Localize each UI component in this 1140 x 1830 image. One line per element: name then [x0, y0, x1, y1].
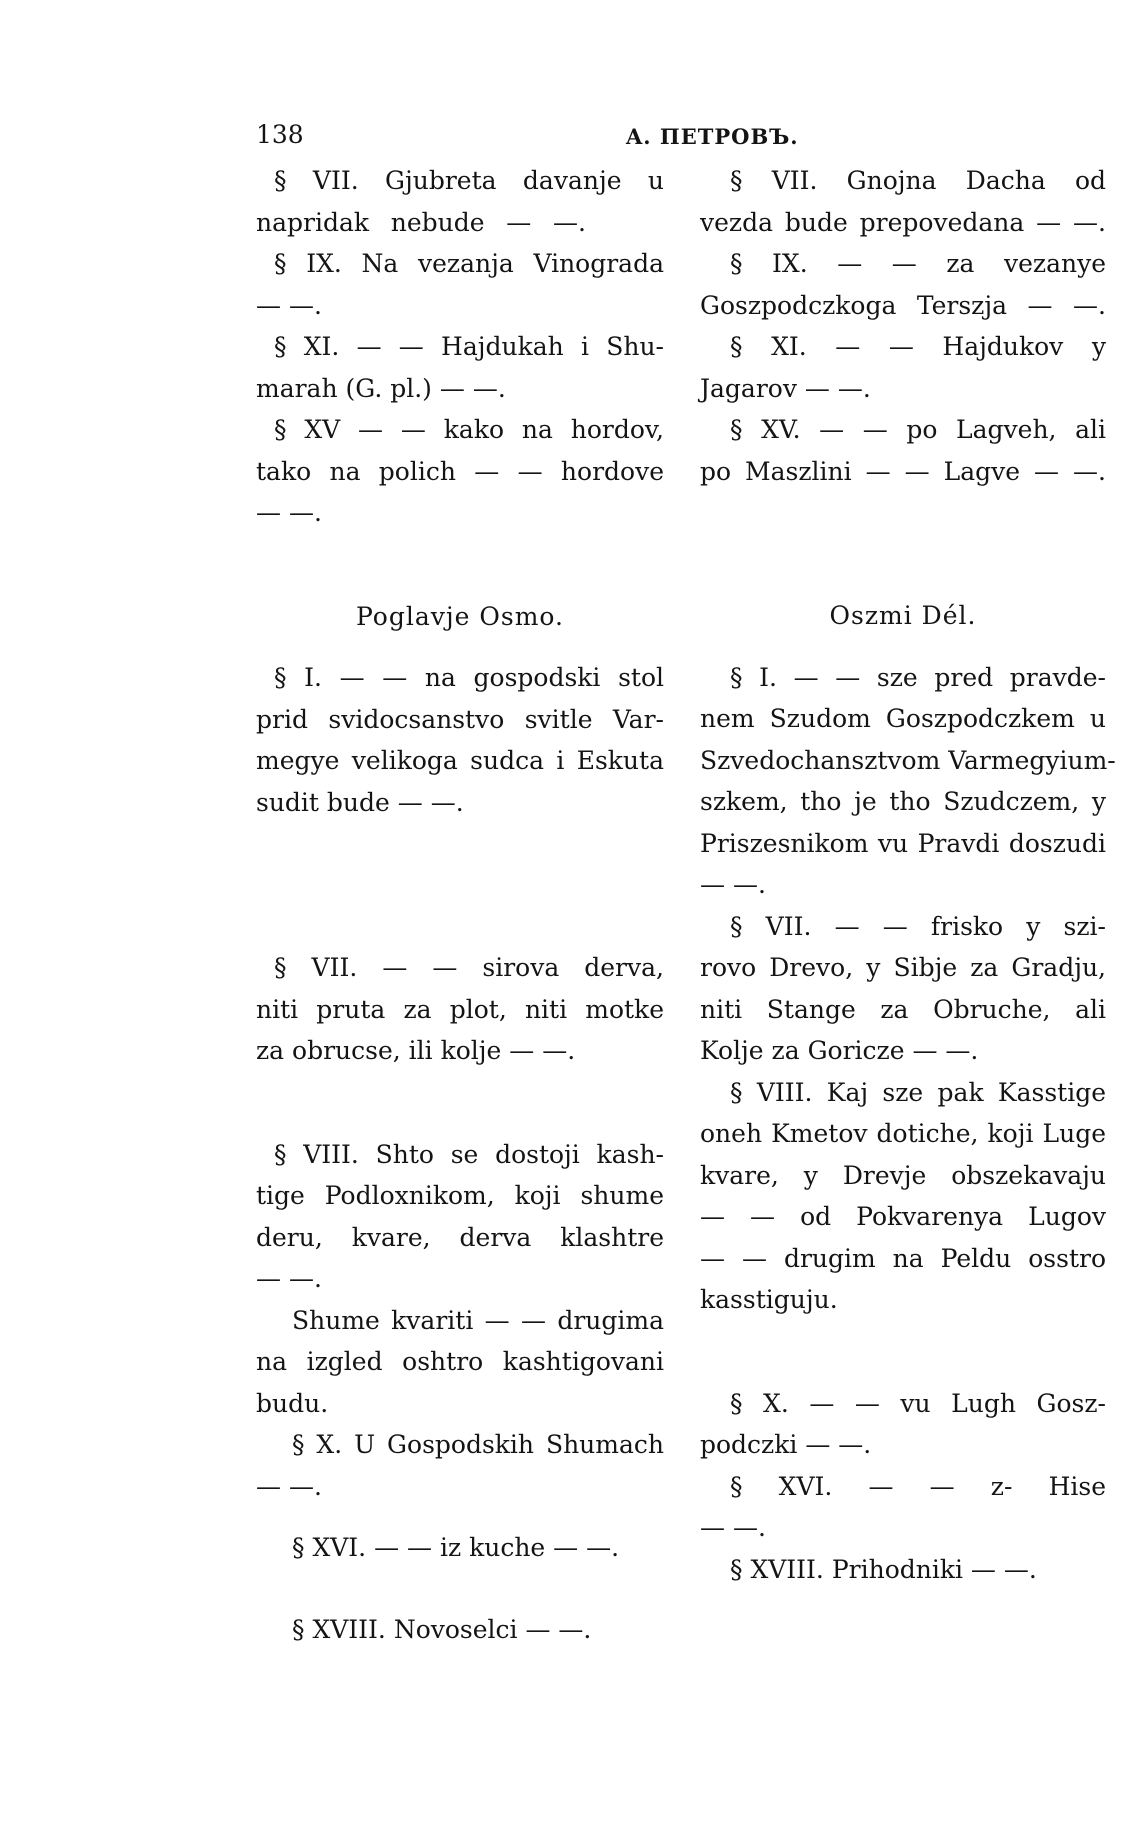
text-line: § IX. Na vezanja Vinograda — [274, 249, 664, 278]
text-line: budu. — [256, 1388, 329, 1418]
text-line: podczki — —. — [700, 1430, 872, 1459]
text-line: § X. — — vu Lugh Gosz- — [730, 1388, 1106, 1418]
text-line: § XV. — — po Lagveh, ali — [730, 415, 1106, 444]
text-line: prid svidocsanstvo svitle Var- — [256, 704, 664, 734]
text-line: marah (G. pl.) — —. — [256, 373, 506, 403]
right-block-4 — [700, 1072, 1106, 1321]
text-line: napridak nebude — —. — [256, 207, 586, 237]
left-block-3 — [256, 947, 664, 1072]
text-line: § VIII. Shto se dostoji kash- — [274, 1139, 664, 1169]
text-line: Priszesnikom vu Pravdi doszudi — [700, 828, 1106, 858]
text-line: § VII. — — frisko y szi- — [730, 911, 1106, 941]
text-line: kvare, y Drevje obszekavaju — [700, 1160, 1106, 1190]
text-line: — —. — [256, 498, 322, 527]
text-line: § XV — — kako na hordov, — [274, 415, 664, 444]
text-line: § VIII. Kaj sze pak Kasstige — [730, 1077, 1106, 1107]
running-head: A. ПЕТРОВЪ. — [626, 124, 799, 149]
text-line: szkem, tho je tho Szudczem, y — [700, 787, 1106, 816]
text-line: Shume kvariti — — drugima — [292, 1305, 664, 1335]
right-block-2 — [700, 657, 1116, 906]
text-line: § XVIII. Novoselci — —. — [292, 1614, 592, 1644]
right-block-3 — [700, 906, 1106, 1072]
text-line: rovo Drevo, y Sibje za Gradju, — [700, 953, 1106, 982]
text-line: § XI. — — Hajdukov y — [730, 332, 1106, 361]
page-number: 138 — [256, 120, 304, 149]
text-line: § XVI. — — iz kuche — —. — [292, 1533, 620, 1562]
text-line: § VII. Gjubreta davanje u — [274, 166, 664, 195]
text-line: § XI. — — Hajdukah i Shu- — [274, 332, 664, 361]
text-line: nem Szudom Goszpodczkem u — [700, 704, 1106, 733]
right-block-5 — [700, 1383, 1106, 1549]
text-line: Kolje za Goricze — —. — [700, 1036, 979, 1065]
text-line: — —. — [256, 290, 322, 320]
right-block-6 — [700, 1549, 1106, 1591]
text-line: — —. — [700, 870, 766, 899]
right-column — [700, 160, 1116, 1590]
text-line: § VII. — — sirova derva, — [274, 953, 664, 982]
text-line: § XVI. — — z- Hise — [730, 1471, 1106, 1501]
text-line: § X. U Gospodskih Shumach — [292, 1430, 664, 1459]
text-line: Szvedochansztvom Varmegyium- — [700, 745, 1116, 775]
text-line: tako na polich — — hordove — [256, 456, 664, 486]
left-block-1 — [256, 160, 664, 534]
left-block-5 — [256, 1527, 664, 1569]
page-header — [256, 120, 1116, 160]
text-line: kasstiguju. — [700, 1285, 838, 1314]
text-line: niti Stange za Obruche, ali — [700, 994, 1106, 1024]
text-line: — —. — [256, 1264, 322, 1293]
left-block-4 — [256, 1134, 664, 1508]
text-line: deru, kvare, derva klashtre — [256, 1222, 664, 1252]
text-line: § XVIII. Prihodniki — —. — [730, 1554, 1037, 1584]
text-line: po Maszlini — — Lagve — —. — [700, 456, 1106, 486]
chapter-heading-right: Oszmi Dél. — [829, 601, 977, 630]
text-line: — —. — [700, 1513, 766, 1542]
text-line: § VII. Gnojna Dacha od — [730, 166, 1106, 195]
left-block-6 — [256, 1609, 664, 1651]
text-line: tige Podloxnikom, koji shume — [256, 1181, 664, 1210]
right-block-1 — [700, 160, 1106, 492]
text-line: niti pruta za plot, niti motke — [256, 994, 664, 1024]
text-line: § IX. — — za vezanye — [730, 249, 1106, 278]
left-column — [256, 160, 664, 1650]
text-line: Jagarov — —. — [700, 373, 871, 403]
text-line: — — drugim na Peldu osstro — [700, 1243, 1106, 1273]
text-line: za obrucse, ili kolje — —. — [256, 1036, 576, 1065]
text-line: vezda bude prepovedana — —. — [700, 207, 1106, 237]
chapter-heading-left: Poglavje Osmo. — [356, 601, 564, 631]
text-line: oneh Kmetov dotiche, koji Luge — [700, 1119, 1106, 1148]
text-line: na izgled oshtro kashtigovani — [256, 1347, 664, 1376]
text-line: — —. — [256, 1471, 322, 1501]
text-line: § I. — — na gospodski stol — [274, 663, 664, 692]
text-line: megye velikoga sudca i Eskuta — [256, 746, 664, 775]
text-line: Goszpodczkoga Terszja — —. — [700, 290, 1106, 320]
text-line: § I. — — sze pred pravde- — [730, 662, 1106, 692]
text-line: sudit bude — —. — [256, 787, 464, 817]
left-block-2 — [256, 657, 664, 823]
text-line: — — od Pokvarenya Lugov — [700, 1202, 1106, 1231]
